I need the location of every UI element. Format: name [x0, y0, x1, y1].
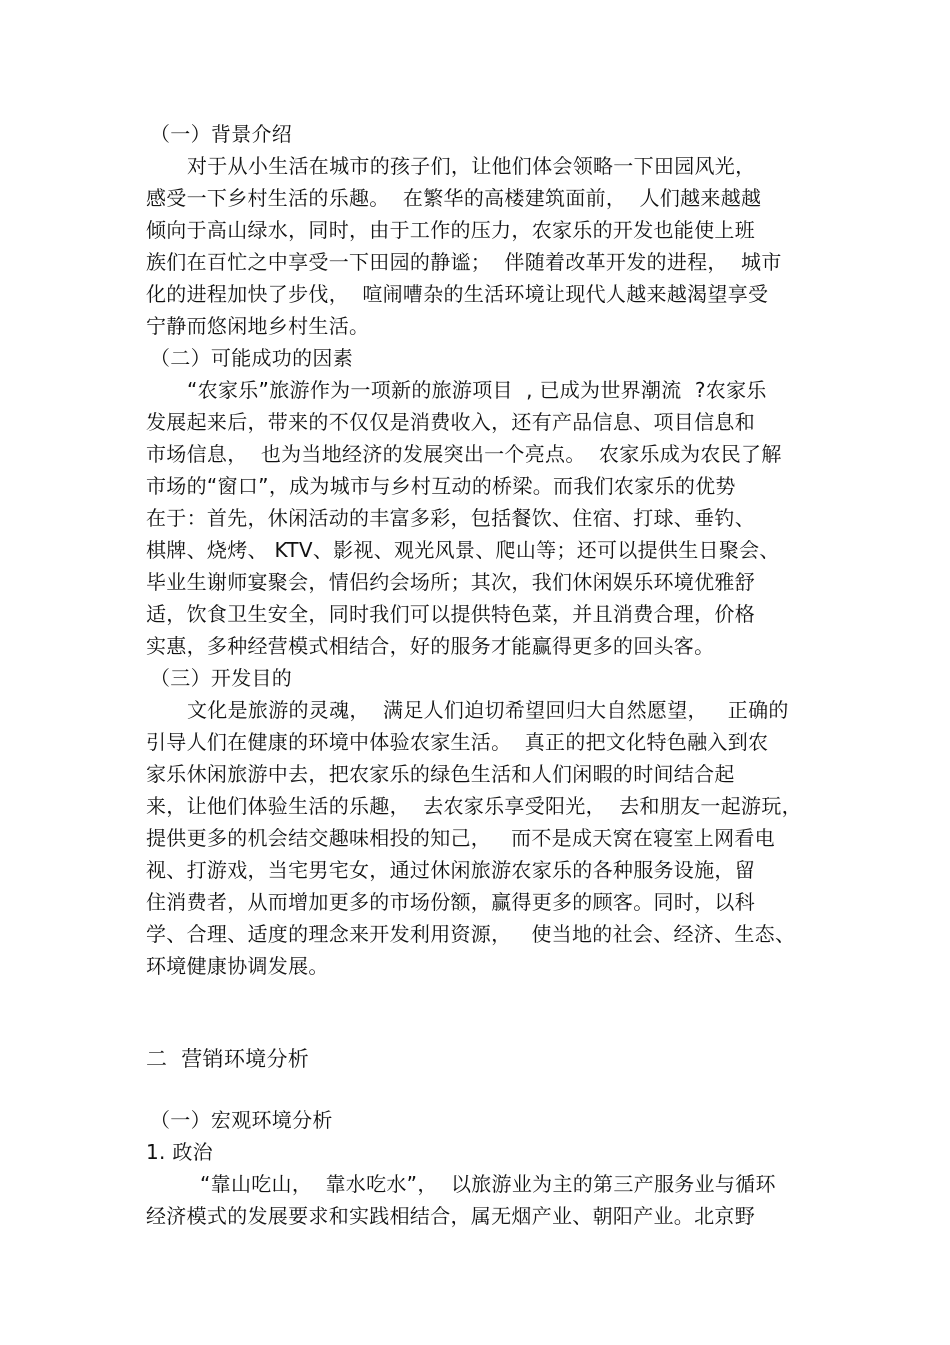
section-2-line: 实惠，多种经营模式相结合，好的服务才能赢得更多的回头客。 [146, 634, 715, 658]
section-3-line: 视、打游戏，当宅男宅女，通过休闲旅游农家乐的各种服务设施，留 [146, 858, 755, 882]
section-1-heading: （一）背景介绍 [150, 122, 293, 146]
section-3-line: 引导人们在健康的环境中体验农家生活。 真正的把文化特色融入到农 [146, 730, 769, 754]
section-3-heading: （三）开发目的 [150, 666, 293, 690]
section-2-line: 市场的“窗口”，成为城市与乡村互动的桥梁。而我们农家乐的优势 [146, 474, 736, 498]
section-2-line: 棋牌、烧烤、 KTV、影视、观光风景、爬山等；还可以提供生日聚会、 [146, 538, 780, 562]
section-2-line: 适，饮食卫生安全，同时我们可以提供特色菜，并且消费合理，价格 [146, 602, 755, 626]
section-3-line: 住消费者，从而增加更多的市场份额，赢得更多的顾客。同时，以科 [146, 890, 755, 914]
section-3-line: 提供更多的机会结交趣味相投的知己， 而不是成天窝在寝室上网看电 [146, 826, 775, 850]
section-1-line: 宁静而悠闲地乡村生活。 [146, 314, 370, 338]
item-line: 经济模式的发展要求和实践相结合，属无烟产业、朝阳产业。北京野 [146, 1204, 755, 1228]
section-1-line: 感受一下乡村生活的乐趣。 在繁华的高楼建筑面前， 人们越来越越 [146, 186, 762, 210]
section-2-line: 毕业生谢师宴聚会，情侣约会场所；其次，我们休闲娱乐环境优雅舒 [146, 570, 755, 594]
section-2-line: 在于：首先，休闲活动的丰富多彩，包括餐饮、住宿、打球、垂钓、 [146, 506, 755, 530]
section-1-line: 对于从小生活在城市的孩子们，让他们体会领略一下田园风光， [187, 154, 756, 178]
subsection-heading: （一）宏观环境分析 [150, 1108, 333, 1132]
section-2-line: 市场信息， 也为当地经济的发展突出一个亮点。 农家乐成为农民了解 [146, 442, 782, 466]
item-line: “靠山吃山， 靠水吃水”， 以旅游业为主的第三产服务业与循环 [200, 1172, 776, 1196]
section-3-line: 家乐休闲旅游中去，把农家乐的绿色生活和人们闲暇的时间结合起 [146, 762, 735, 786]
section-2-line: “农家乐”旅游作为一项新的旅游项目 , 已成为世界潮流 ?农家乐 [187, 378, 767, 402]
item-heading: 1. 政治 [146, 1140, 213, 1164]
section-2-line: 发展起来后，带来的不仅仅是消费收入，还有产品信息、项目信息和 [146, 410, 755, 434]
chapter-2-heading: 二 营销环境分析 [146, 1047, 310, 1071]
section-1-line: 族们在百忙之中享受一下田园的静谧； 伴随着改革开发的进程， 城市 [146, 250, 782, 274]
section-3-line: 学、合理、适度的理念来开发利用资源， 使当地的社会、经济、生态、 [146, 922, 796, 946]
section-1-line: 化的进程加快了步伐， 喧闹嘈杂的生活环境让现代人越来越渴望享受 [146, 282, 769, 306]
section-3-line: 环境健康协调发展。 [146, 954, 329, 978]
section-3-line: 文化是旅游的灵魂， 满足人们迫切希望回归大自然愿望， 正确的 [187, 698, 789, 722]
section-2-heading: （二）可能成功的因素 [150, 346, 353, 370]
section-1-line: 倾向于高山绿水，同时，由于工作的压力，农家乐的开发也能使上班 [146, 218, 755, 242]
section-3-line: 来，让他们体验生活的乐趣， 去农家乐享受阳光， 去和朋友一起游玩， [146, 794, 802, 818]
